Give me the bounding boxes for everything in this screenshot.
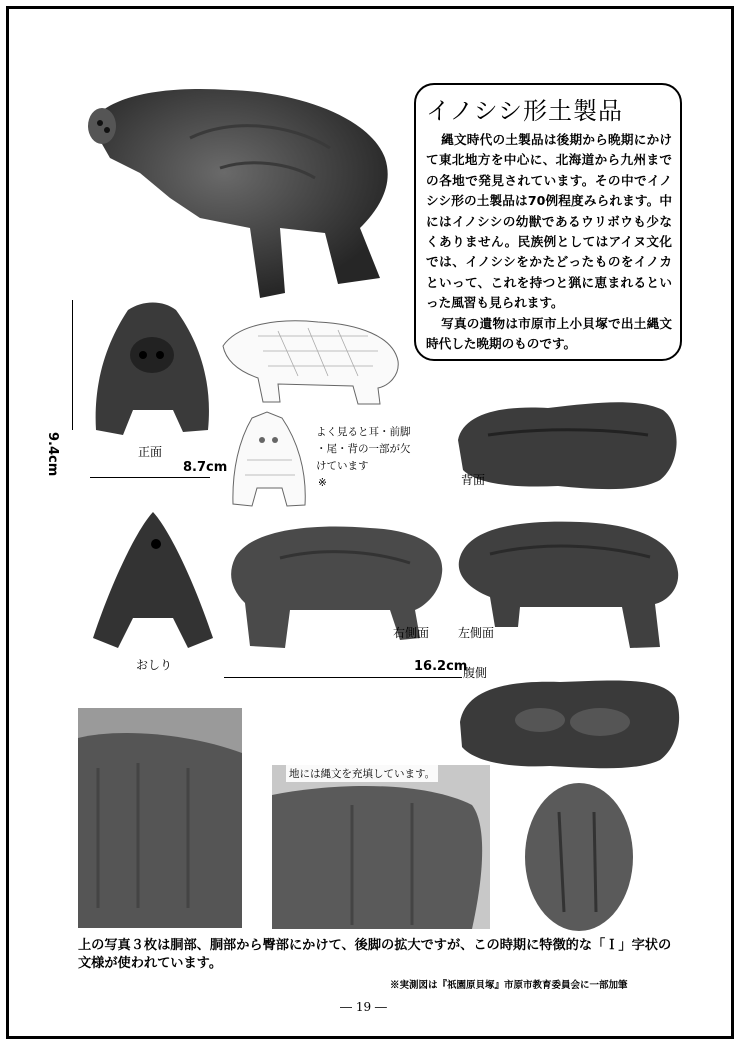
front-view-label: 正面 [138, 445, 163, 459]
drawing-note-line-1: よく見ると耳・前脚 [316, 426, 411, 438]
length-dimension-label: 16.2cm [414, 659, 468, 674]
drawing-note-line-3: けています [316, 460, 369, 472]
height-dimension-label: 9.4cm [45, 432, 60, 477]
drawing-note-line-4: ※ [318, 477, 327, 489]
source-note: ※実測図は『祇園原貝塚』市原市教育委員会に一部加筆 [390, 980, 628, 991]
info-paragraph-1: 縄文時代の土製品は後期から晩期にかけて東北地方を中心に、北海道から九州までの各地で発見されています。その中でイノシシ形の土製品は70例程度みられます。中にはイノシシの幼獣であるウリボウも少なくありません。民族例としてはアイヌ文化では、イノシシをかたどったものをイノカといって、これを持つと猟に恵まれるといった風習も見られます。 [426, 132, 672, 311]
length-dimension-line [224, 677, 462, 678]
detail-photo-hip [272, 765, 490, 929]
belly-view-photo [450, 662, 684, 782]
info-title: イノシシ形土製品 [426, 97, 623, 125]
right-side-label: 右側面 [393, 626, 430, 640]
belly-view-label: 腹側 [463, 666, 488, 680]
detail-photo-hindleg [524, 782, 634, 932]
height-dimension-line [72, 300, 73, 430]
drawing-note [316, 424, 411, 492]
inset-note: 地には縄文を充填しています。 [286, 765, 438, 782]
width-dimension-line [90, 477, 210, 478]
info-box [414, 83, 682, 361]
page-number: ― 19 ― [340, 1000, 387, 1014]
left-side-label: 左側面 [458, 626, 495, 640]
side-drawing [218, 316, 408, 408]
drawing-note-line-2: ・尾・背の一部が欠 [316, 443, 411, 455]
boar-main-photo [80, 78, 410, 303]
front-view-photo [88, 300, 216, 440]
rear-view-photo [88, 508, 218, 654]
rear-view-label: おしり [136, 658, 173, 672]
front-drawing [227, 410, 312, 510]
back-view-label: 背面 [461, 473, 486, 487]
info-paragraph-2: 写真の遺物は市原市上小貝塚で出土縄文時代した晩期のものです。 [426, 315, 672, 352]
detail-photo-body [78, 708, 242, 928]
width-dimension-label: 8.7cm [183, 460, 228, 475]
figure-caption: 上の写真３枚は胴部、胴部から臀部にかけて、後脚の拡大ですが、この時期に特徴的な「Ｉ」字状の文様が使われています。 [78, 938, 672, 971]
